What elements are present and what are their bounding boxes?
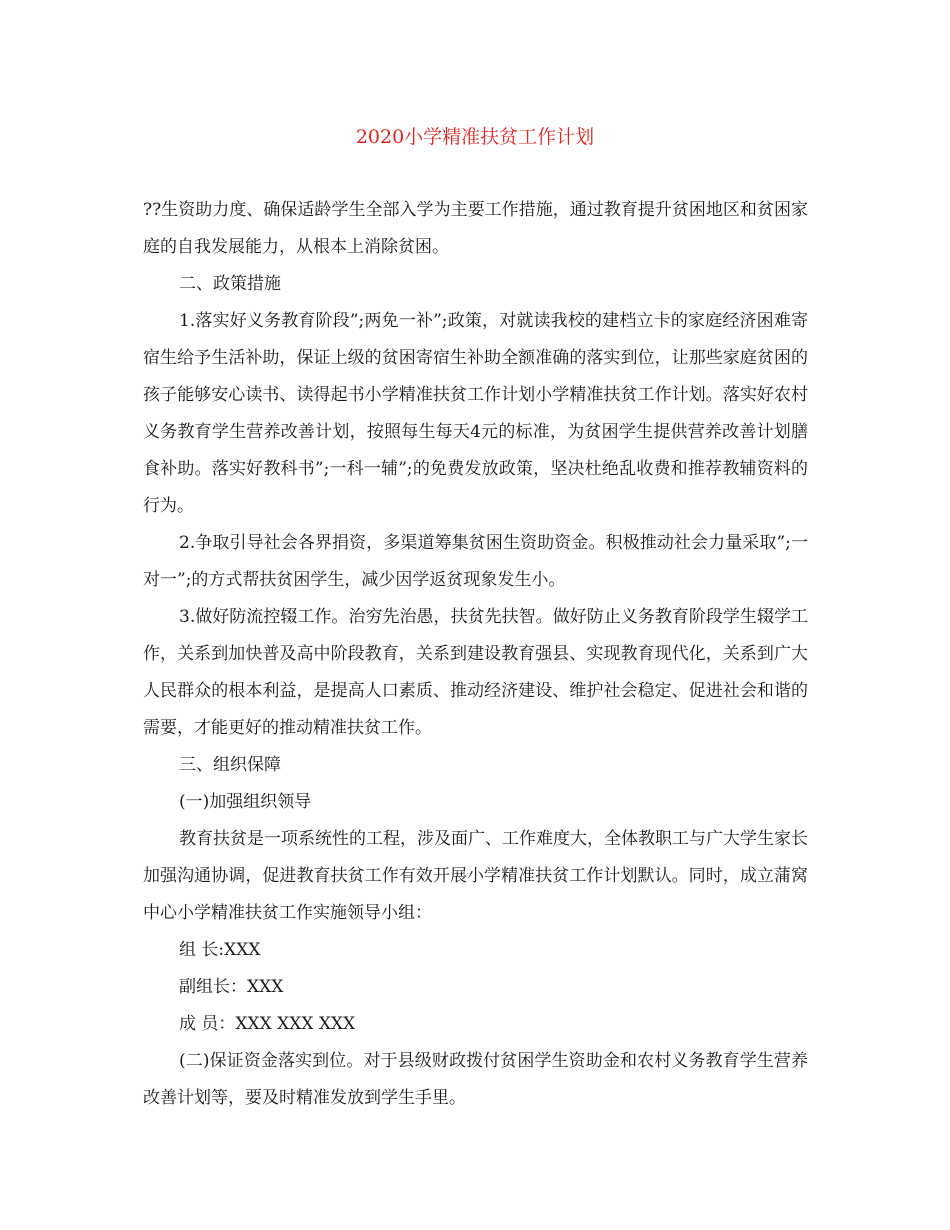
paragraph-intro-continuation: ??生资助力度、确保适龄学生全部入学为主要工作措施，通过教育提升贫困地区和贫困家庭的自我发展能力，从根本上消除贫困。 [143,200,808,257]
paragraph-measure-2: 2.争取引导社会各界捐资，多渠道筹集贫困生资助资金。积极推动社会力量采取”;一对一”;的方式帮扶贫困学生，减少因学返贫现象发生小。 [143,533,808,590]
subsection-heading-leadership: (一)加强组织领导 [179,792,312,812]
team-deputy-line: 副组长：XXX [179,977,284,997]
paragraph-measure-1: 1.落实好义务教育阶段”;两免一补”;政策，对就读我校的建档立卡的家庭经济困难寄宿生给予生活补助，保证上级的贫困寄宿生补助全额准确的落实到位，让那些家庭贫困的孩子能够安心读书、读得起书小学精准扶贫工作计划小学精准扶贫工作计划。落实好农村义务教育学生营养改善计划，按照每生每天4元的标准，为贫困学生提供营养改善计划膳食补助。落实好教科书”;一科一辅”;的免费发放政策，坚决杜绝乱收费和推荐教辅资料的行为。 [143,311,808,516]
document-title: 2020小学精准扶贫工作计划 [355,126,595,148]
paragraph-measure-3: 3.做好防流控辍工作。治穷先治愚，扶贫先扶智。做好防止义务教育阶段学生辍学工作，关系到加快普及高中阶段教育，关系到建设教育强县、实现教育现代化，关系到广大人民群众的根本利益，是提高人口素质、推动经济建设、维护社会稳定、促进社会和谐的需要，才能更好的推动精准扶贫工作。 [143,607,808,738]
paragraph-funding: (二)保证资金落实到位。对于县级财政拨付贫困学生资助金和农村义务教育学生营养改善计划等，要及时精准发放到学生手里。 [143,1051,808,1108]
paragraph-leadership: 教育扶贫是一项系统性的工程，涉及面广、工作难度大，全体教职工与广大学生家长加强沟通协调，促进教育扶贫工作有效开展小学精准扶贫工作计划默认。同时，成立蒲窝中心小学精准扶贫工作实施领导小组： [143,829,808,923]
section-heading-organization: 三、组织保障 [179,755,281,775]
team-members-line: 成 员：XXX XXX XXX [179,1014,356,1034]
team-leader-line: 组 长:XXX [179,940,261,960]
section-heading-policy-measures: 二、政策措施 [179,274,281,294]
document-body [143,192,808,1117]
